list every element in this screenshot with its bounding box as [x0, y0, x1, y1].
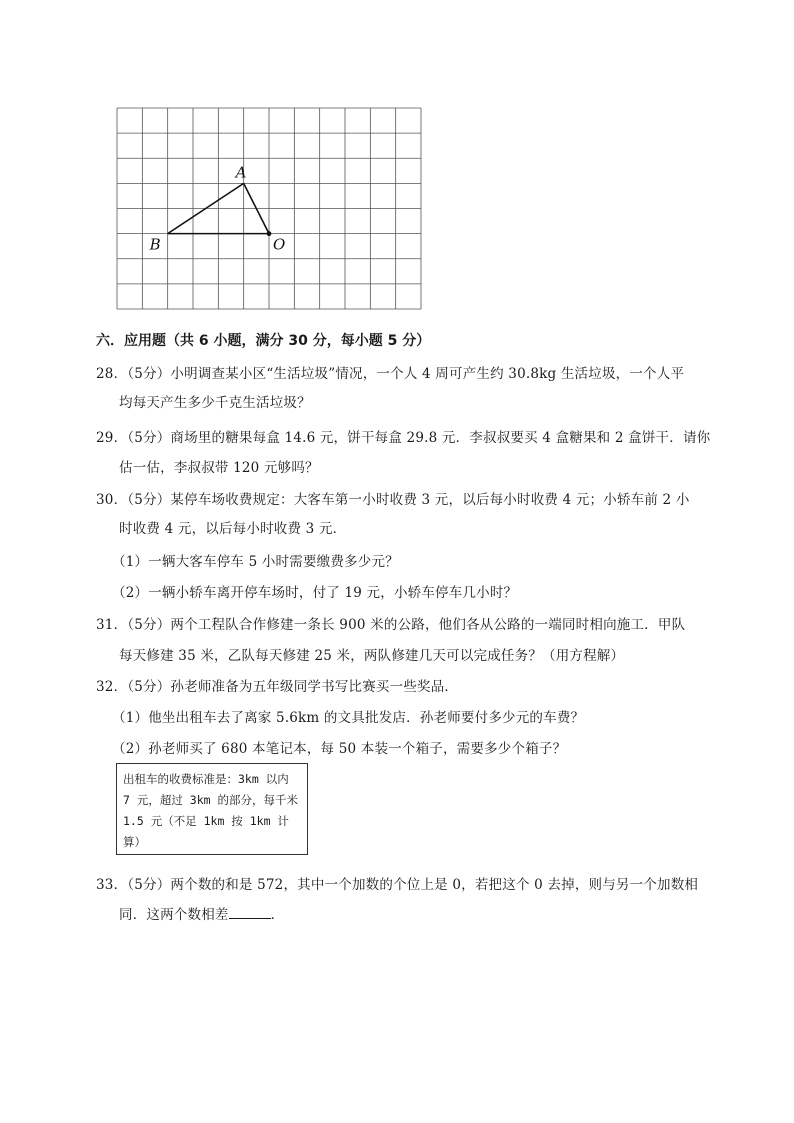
grid-figure [116, 107, 422, 310]
point-a-label: A [235, 163, 247, 182]
q30-sub-2: （2）一辆小轿车离开停车场时，付了 19 元，小轿车停车几小时？ [112, 585, 518, 601]
q30-sub-1: （1）一辆大客车停车 5 小时需要缴费多少元？ [112, 554, 399, 570]
triangle-grid-diagram [116, 107, 422, 310]
q29-line-1: 29．（5分）商场里的糖果每盒 14.6 元，饼干每盒 29.8 元．李叔叔要买 4 盒糖果和 2 盒饼干．请你 [96, 430, 711, 446]
point-b-label: B [149, 235, 161, 254]
q28-line-1: 28．（5分）小明调查某小区“生活垃圾”情况，一个人 4 周可产生约 30.8kg 生活垃圾，一个人平 [96, 366, 685, 382]
q31-line-1: 31．（5分）两个工程队合作修建一条长 900 米的公路，他们各从公路的一端同时相向施工．甲队 [96, 617, 686, 633]
q31-line-2: 每天修建 35 米，乙队每天修建 25 米，两队修建几天可以完成任务？（用方程解） [119, 648, 625, 664]
point-o-dot [267, 231, 272, 236]
q32-sub-2: （2）孙老师买了 680 本笔记本，每 50 本装一个箱子，需要多少个箱子？ [112, 741, 567, 757]
grid-lines [117, 108, 421, 309]
answer-blank[interactable] [229, 906, 271, 919]
q32-sub-1: （1）他坐出租车去了离家 5.6km 的文具批发店．孙老师要付多少元的车费？ [112, 710, 585, 726]
q29-line-2: 估一估，李叔叔带 120 元够吗？ [119, 460, 319, 476]
q30-line-1: 30．（5分）某停车场收费规定：大客车第一小时收费 3 元，以后每小时收费 4 元；小轿车前 2 小 [96, 492, 690, 508]
q30-line-2: 时收费 4 元，以后每小时收费 3 元． [119, 521, 347, 537]
taxi-fare-note-box: 出租车的收费标准是：3km 以内 7 元，超过 3km 的部分，每千米 1.5 元（不足 1km 按 1km 计算） [116, 763, 308, 855]
q33-text: 同．这两个数相差 [119, 907, 229, 923]
point-o-label: O [273, 235, 286, 254]
q33-line-2 [119, 903, 284, 923]
q33-end-mark: ． [270, 907, 285, 923]
q28-line-2: 均每天产生多少千克生活垃圾？ [119, 395, 311, 411]
q33-line-1: 33．（5分）两个数的和是 572，其中一个加数的个位上是 0，若把这个 0 去掉，则与另一个加数相 [96, 877, 699, 893]
section-title: 六．应用题（共 6 小题，满分 30 分，每小题 5 分） [96, 333, 431, 349]
q32-line-1: 32．（5分）孙老师准备为五年级同学书写比赛买一些奖品． [96, 679, 459, 695]
